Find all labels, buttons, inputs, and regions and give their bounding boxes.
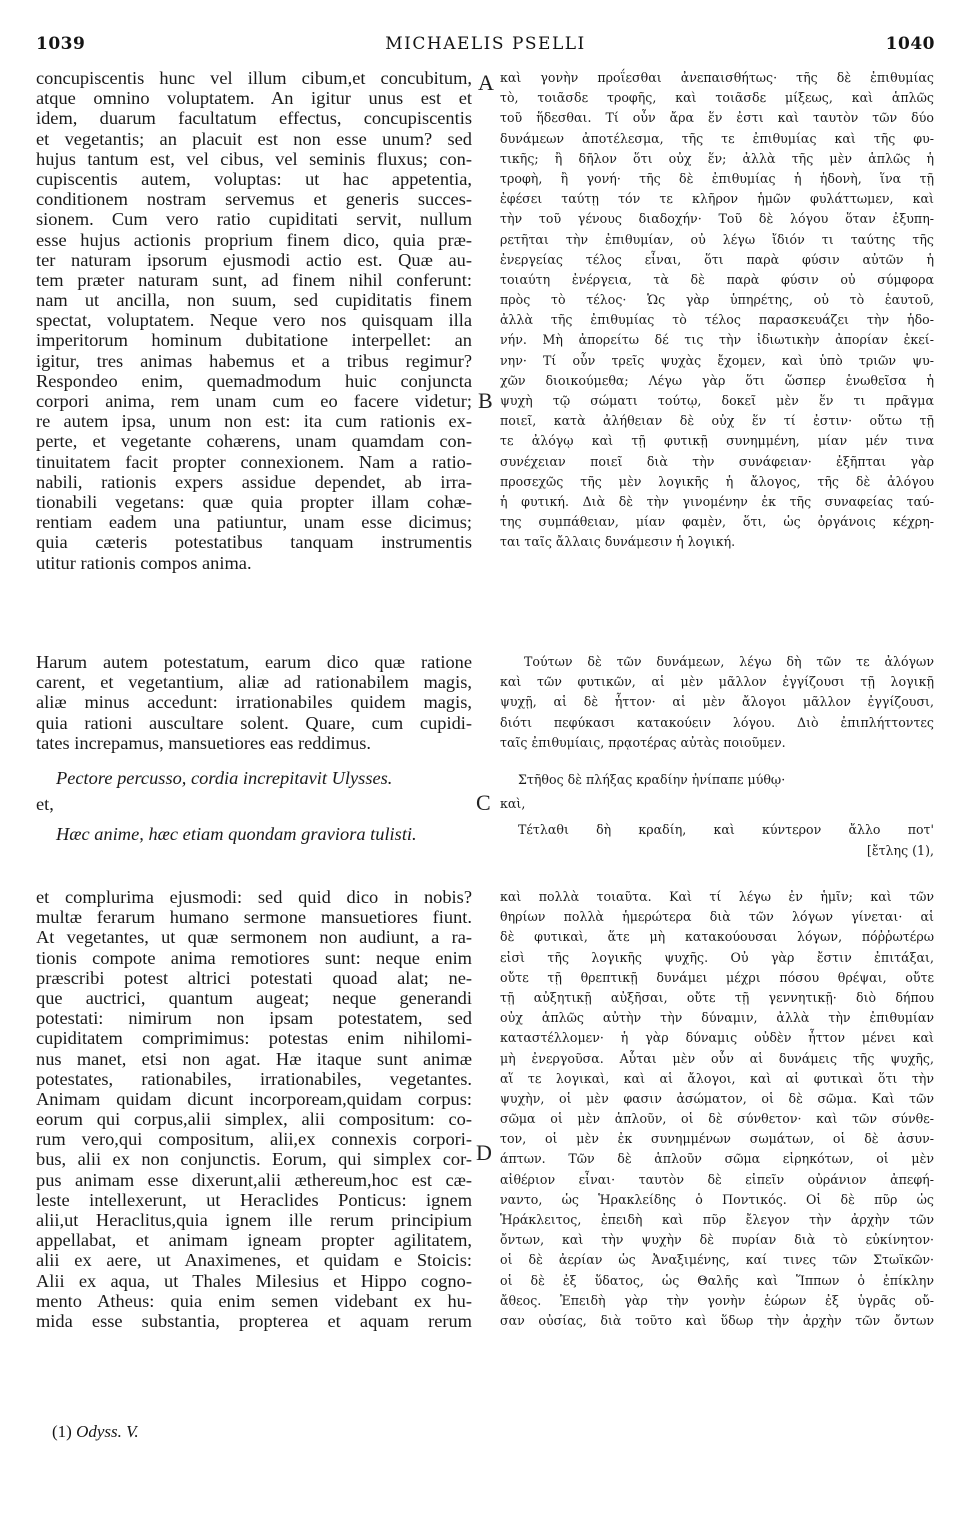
footnote-reference: Odyss. V.: [76, 1422, 139, 1441]
text-line: nam ut ancilla, non suum, sed cupiditatis finem: [36, 290, 472, 311]
text-line: tinuitatem facit propter connexionem. Nam a ratio-: [36, 451, 472, 472]
text-line: At vegetantes, ut quæ sermonem non audiunt, a ra-: [36, 927, 472, 948]
text-line: ναντο, ὡς Ἡρακλείδης ὁ Ποντικός. Οἱ δὲ πῦρ ὡς: [500, 1191, 934, 1207]
text-line: et complurima ejusmodi: sed quid dico in nobis?: [36, 887, 472, 907]
text-line: σῶμα οἱ μὲν ἁπλοῦν, οἱ δὲ σύνθετον· καὶ τῶν σύνθε-: [500, 1111, 934, 1127]
text-line: perte, et vegetante cohærens, unam quamdam con-: [36, 431, 472, 452]
text-line: μὴ ἐνεργοῦσα. Αὗται μὲν οὖν αἱ δυνάμεις τῆς ψυχῆς,: [500, 1050, 934, 1066]
text-line: tionis compote anima remotiores sunt: neque enim: [36, 947, 472, 968]
text-line: τροφὴ, ἢ γονή· τῆς δὲ ἐπιθυμίας ἡ ἡδονὴ, ἵνα τῇ: [500, 170, 934, 186]
text-line: Respondeo enim, quemadmodum huic conjuncta: [36, 370, 472, 391]
running-header: [36, 30, 935, 60]
text-line: τὸ, τοιᾶσδε τροφῆς, καὶ τοιᾶσδε μίξεως, καὶ ἁπλῶς: [500, 90, 934, 106]
text-line: ὄντων, καὶ τὴν ψυχὴν δὲ πυρίαν διὰ τὸ εὐκίνητον·: [500, 1232, 934, 1248]
text-line: concupiscentis hunc vel illum cibum,et concubitum,: [36, 68, 472, 88]
text-line: τοῦ ἥδεσθαι. Τί οὖν ἄρα ἕν ἐστι καὶ ταυτὸν τῶν δύο: [500, 110, 934, 126]
text-line: τοιαύτη ἐνέργεια, τὰ δὲ παρὰ φύσιν οὐ σύμφορα: [500, 271, 934, 287]
text-line: καταστέλλομεν· ἡ γὰρ δύναμις οὐδὲν ἧττον μένει καὶ: [500, 1030, 934, 1046]
text-line: eorum qui corpus,alii simplex, alii compositum: co-: [36, 1109, 472, 1130]
text-line: νήν. Μὴ ἀπορείτω δέ τις τὴν ἰδιωτικὴν ἀπορίαν ἐκεί-: [500, 332, 934, 348]
text-line: que auctrici, quantum augeat; neque generandi: [36, 987, 472, 1008]
text-line: οἱ δὲ ἀερίαν ὡς Ἀναξιμένης, καί τινες τῶν Στωϊκῶν·: [500, 1252, 934, 1268]
text-line: ποιεῖ, κατὰ ἀλήθειαν δὲ οὐχ ἕν τί ἐστιν· οὕτω τῇ: [500, 413, 934, 429]
text-line: χῶν διοικούμεθα; Λέγω γὰρ ὅτι ὥσπερ ἑνωθεῖσα ἡ: [500, 372, 934, 388]
text-line: εἰσὶ τῆς λογικῆς ψυχῆς. Οὐ γὰρ ἔστιν ἐπιτάξαι,: [500, 949, 934, 965]
text-line: πρὸς τὸ τέλος· Ὡς γὰρ ὑπηρέτης, οὐ τὸ ἑαυτοῦ,: [500, 292, 934, 308]
text-line: tem præter naturam sunt, ad finem nihil conferunt:: [36, 269, 472, 290]
text-line: αἰθέριον εἶναι· ταυτὸν δὲ εἰπεῖν οὐράνιον ἀπεφή-: [500, 1171, 934, 1187]
text-line: utitur rationis compos anima.: [36, 552, 252, 573]
text-line: potestates, rationabiles, irrationabiles, vegetantes.: [36, 1068, 472, 1089]
text-line: δυνάμεων ἀποτέλεσμα, τῆς τε ἐπιθυμίας καὶ τῆς φυ-: [500, 130, 934, 146]
text-line: Harum autem potestatum, earum dico quæ ratione: [36, 652, 472, 672]
text-line: διότι πεφύκασι κατακούειν λόγου. Διὸ ἐπιπλήττοντες: [500, 714, 934, 730]
text-line: της συμπάθειαν, μίαν φαμὲν, ὅτι, ὡς ὀργάνοις κέχρη-: [500, 514, 934, 530]
text-line: spectat, voluptatem. Neque vero nos quisquam illa: [36, 310, 472, 331]
text-line: δὲ φυτικαὶ, ἅτε μὴ κατακούουσαι λόγων, πόῤῥωτέρω: [500, 929, 934, 945]
text-line: συνέχειαν ποιεῖ διὰ τὴν συνάφειαν· ἐξῆπται γὰρ: [500, 453, 934, 469]
text-line: quia cæteris potestatibus tanquam instrumentis: [36, 532, 472, 553]
text-line: τε ἀλόγῳ καὶ τῇ φυτικῇ συνημμένη, μίαν μέν τινα: [500, 433, 934, 449]
text-line: et,: [36, 794, 54, 815]
verse-line-end: [ἔτλης (1),: [866, 842, 934, 858]
text-line: σαν οὐσίας, διὰ τοῦτο καὶ ὕδωρ τὴν ἀρχὴν τῶν ὄντων: [500, 1312, 934, 1328]
text-line: cupiditatem comprimimus: potestas enim nihilomi-: [36, 1028, 472, 1049]
text-line: ἐνεργείας τέλος εἶναι, ὅτι παρὰ φύσιν αὐτῶν ἡ: [500, 251, 934, 267]
text-line: ἀλλὰ τῆς ἐπιθυμίας τὸ τέλος παρασκευάζει τὴν ἡδο-: [500, 312, 934, 328]
text-line: imperitorum hominum dubitatione interpellet: an: [36, 330, 472, 351]
text-line: corpori anima, rem unam cum eo facere videtur;: [36, 391, 472, 411]
text-line: præscribi potest altrici potestati quoad alat; ne-: [36, 967, 472, 988]
text-line: καὶ,: [500, 796, 526, 812]
text-line: nus manet, etsi non agat. Hæ itaque sunt animæ: [36, 1048, 472, 1069]
greek-paragraph-3: [500, 887, 934, 1331]
text-line: αἵ τε λογικαὶ, καὶ αἱ ἄλογοι, καὶ αἱ φυτικαὶ ὅτι τὴν: [500, 1070, 934, 1086]
text-line: hujus tantum est, vel cibus, vel seminis fluxus; con-: [36, 148, 472, 169]
greek-verse-block: [500, 770, 934, 861]
text-line: multæ ferarum humano sermone mansuetiores fiunt.: [36, 907, 472, 928]
text-line: sionem. Cum vero ratio cupiditati servit, nullum: [36, 209, 472, 230]
column-gutter: [486, 66, 487, 1376]
page-number-left: 1039: [36, 34, 86, 54]
text-line: nabili, rationis expers assidue dependet, ab irra-: [36, 471, 472, 492]
text-line: alii ex aere, ut Anaximenes, et quidam e Stoicis:: [36, 1250, 472, 1271]
text-line: τον, οἱ μὲν ἐκ συνημμένων σωμάτων, οἱ δὲ ἀσυν-: [500, 1131, 934, 1147]
text-line: καὶ γονὴν προΐεσθαι ἀνεπαισθήτως· τῆς δὲ ἐπιθυμίας: [500, 70, 934, 85]
latin-paragraph-2: [36, 652, 472, 753]
text-line: mento Atheus: quia enim semen videbant ex hu-: [36, 1290, 472, 1311]
section-marker-a: A: [478, 70, 494, 95]
text-line: bus, alii ex non conjunctis. Eorum, qui simplex cor-: [36, 1149, 472, 1170]
text-line: ἄθεος. Ἐπειδὴ γὰρ τὴν γονὴν ἑώρων ἐξ ὑγρᾶς οὔ-: [500, 1292, 934, 1308]
text-line: carent, et vegetantium, aliæ ad rationabilem magis,: [36, 672, 472, 693]
text-line: θηρίων πολλὰ ἡμερώτερα διὰ τῶν λόγων γίνεται· αἱ: [500, 909, 934, 925]
greek-paragraph-1: [500, 68, 934, 553]
text-line: ψυχῇ, αἱ δὲ ἧττον· αἱ μὲν ἄλογοι μᾶλλον ἐγγίζουσι,: [500, 694, 934, 710]
text-line: atque omnino voluptatem. An igitur unus est et: [36, 88, 472, 109]
text-line: τὴν τοῦ γένους διαδοχήν· Τοῦ δὲ λόγου ὅταν ἐξυπη-: [500, 211, 934, 227]
section-marker-c: C: [476, 790, 491, 815]
text-line: οἱ δὲ ἐξ ὕδατος, ὡς Θαλῆς καὶ Ἵππων ὁ ἐπίκλην: [500, 1272, 934, 1288]
text-line: ψυχὴ τῷ σώματι τούτῳ, δοκεῖ μὲν ἕν τι πρᾶγμα: [500, 393, 934, 408]
footnote-number: (1): [52, 1422, 72, 1441]
section-marker-d: D: [476, 1140, 492, 1165]
text-line: ται ταῖς ἄλλαις δυνάμεσιν ἡ λογική.: [500, 534, 736, 550]
text-line: rentiam eadem una patiuntur, unam esse dicimus;: [36, 512, 472, 533]
text-line: igitur, tres animas habemus et a tribus regimur?: [36, 350, 472, 371]
text-line: alii,ut Heraclitus,quia ignem ille rerum principium: [36, 1210, 472, 1230]
page-number-right: 1040: [885, 34, 935, 54]
text-line: conditionem nostram servemus et generis succes-: [36, 189, 472, 210]
text-line: ter naturam ipsorum ejusmodi actio est. Quæ au-: [36, 249, 472, 270]
footnote: [52, 1422, 139, 1442]
running-title: MICHAELIS PSELLI: [385, 34, 586, 54]
text-line: idem, duarum facultatum effectus, concupiscentis: [36, 108, 472, 129]
verse-line: Hæc anime, hæc etiam quondam graviora tulisti.: [56, 824, 417, 845]
text-line: οὔτε τῇ θρεπτικῇ δυνάμει μέχρι πόσου θρέψαι, οὔτε: [500, 969, 934, 985]
verse-line: Στῆθος δὲ πλήξας κραδίην ἠνίπαπε μύθῳ·: [518, 772, 786, 787]
latin-verse-block: [36, 768, 472, 845]
text-line: rum vero,qui compositum, alii,ex connexis corpori-: [36, 1129, 472, 1150]
text-line: Ἡράκλειτος, ἐπειδὴ καὶ πῦρ ἔλεγον τὴν ἀρχὴν τῶν: [500, 1212, 934, 1227]
text-line: pus animam esse dixerunt,alii æthereum,hoc est cæ-: [36, 1169, 472, 1190]
text-line: ψυχὴν, οἱ μὲν φασιν ἀσώματον, οἱ δὲ σῶμα. Καὶ τῶν: [500, 1090, 934, 1106]
text-line: cupiscentis autem, voluptas: ut hac appetentia,: [36, 168, 472, 189]
verse-line: Τέτλαθι δὴ κραδίη, καὶ κύντερον ἄλλο ποτ': [518, 822, 934, 838]
text-line: appellabat, et animam igneam propter agilitatem,: [36, 1230, 472, 1251]
text-line: aliæ minus accedunt: irrationabiles quidem magis,: [36, 692, 472, 713]
text-line: καὶ πολλὰ τοιαῦτα. Καὶ τί λέγω ἐν ἡμῖν; καὶ τῶν: [500, 889, 934, 904]
text-line: Animam quidam dicunt incorpoream,quidam corpus:: [36, 1088, 472, 1109]
text-line: ἡ φυτική. Διὰ δὲ τὴν γινομένην ἐκ τῆς συναφείας ταύ-: [500, 493, 934, 509]
text-line: tionabili vegetans: quæ quia propter illam cohæ-: [36, 491, 472, 512]
text-line: et vegetantis; an placuit est non esse unum? sed: [36, 128, 472, 149]
text-line: τῇ αὐξητικῇ αὐξῆσαι, οὔτε τῇ γεννητικῇ· διὸ δήπου: [500, 989, 934, 1005]
greek-paragraph-2: [500, 652, 934, 753]
latin-paragraph-3: [36, 887, 472, 1331]
text-line: ταῖς ἐπιθυμίαις, πρᾳοτέρας αὐτὰς ποιοῦμεν.: [500, 734, 786, 750]
text-line: ρετῆται τὴν ἐπιθυμίαν, οὐ λέγω ἴδιόν τι ταύτης τῆς: [500, 231, 934, 247]
text-line: quia rationi auscultare solent. Quare, cum cupidi-: [36, 712, 472, 733]
text-line: οὐχ ἁπλῶς αὐτὴν τὴν δύναμιν, ἀλλὰ τὴν ἐπιθυμίαν: [500, 1010, 934, 1026]
section-marker-b: B: [478, 388, 493, 413]
text-line: potestati: nimirum non ipsam potestatem, sed: [36, 1008, 472, 1029]
text-line: Τούτων δὲ τῶν δυνάμεων, λέγω δὴ τῶν τε ἀλόγων: [524, 654, 934, 669]
text-line: καὶ τῶν φυτικῶν, αἱ μὲν μᾶλλον ἐγγίζουσι τῇ λογικῇ: [500, 674, 934, 690]
text-line: leste intellexerunt, ut Heraclides Ponticus: ignem: [36, 1189, 472, 1210]
text-line: τικῆς; ἢ δῆλον ὅτι οὐχ ἕν; ἀλλὰ τῆς μὲν ἁπλῶς ἡ: [500, 150, 934, 166]
text-line: άπτων. Τῶν δὲ ἁπλοῦν σῶμα εἰρηκότων, οἱ μὲν: [500, 1151, 934, 1167]
text-line: esse hujus actionis proprium finem dico, quia præ-: [36, 229, 472, 250]
text-line: tates increpamus, mansuetiores eas reddimus.: [36, 732, 372, 753]
verse-line: Pectore percusso, cordia increpitavit Ulysses.: [56, 768, 393, 788]
text-line: νην· Τί οὖν τρεῖς ψυχὰς ἔχομεν, καὶ ὑπὸ τριῶν ψυ-: [500, 352, 934, 368]
text-line: ἐφέσει ταύτῃ τόν τε κλῆρον ἡμῶν φυλάττωμεν, καὶ: [500, 191, 934, 207]
text-line: Alii ex aqua, ut Thales Milesius et Hippo cogno-: [36, 1270, 472, 1291]
latin-paragraph-1: [36, 68, 472, 573]
text-line: mida esse substantia, propterea et aquam rerum: [36, 1310, 472, 1331]
text-line: προσεχῶς τῆς μὲν λογικῆς ἡ ἄλογος, τῆς δὲ ἀλόγου: [500, 473, 934, 489]
text-line: re autem ipsa, unum non est: ita cum rationis ex-: [36, 411, 472, 432]
